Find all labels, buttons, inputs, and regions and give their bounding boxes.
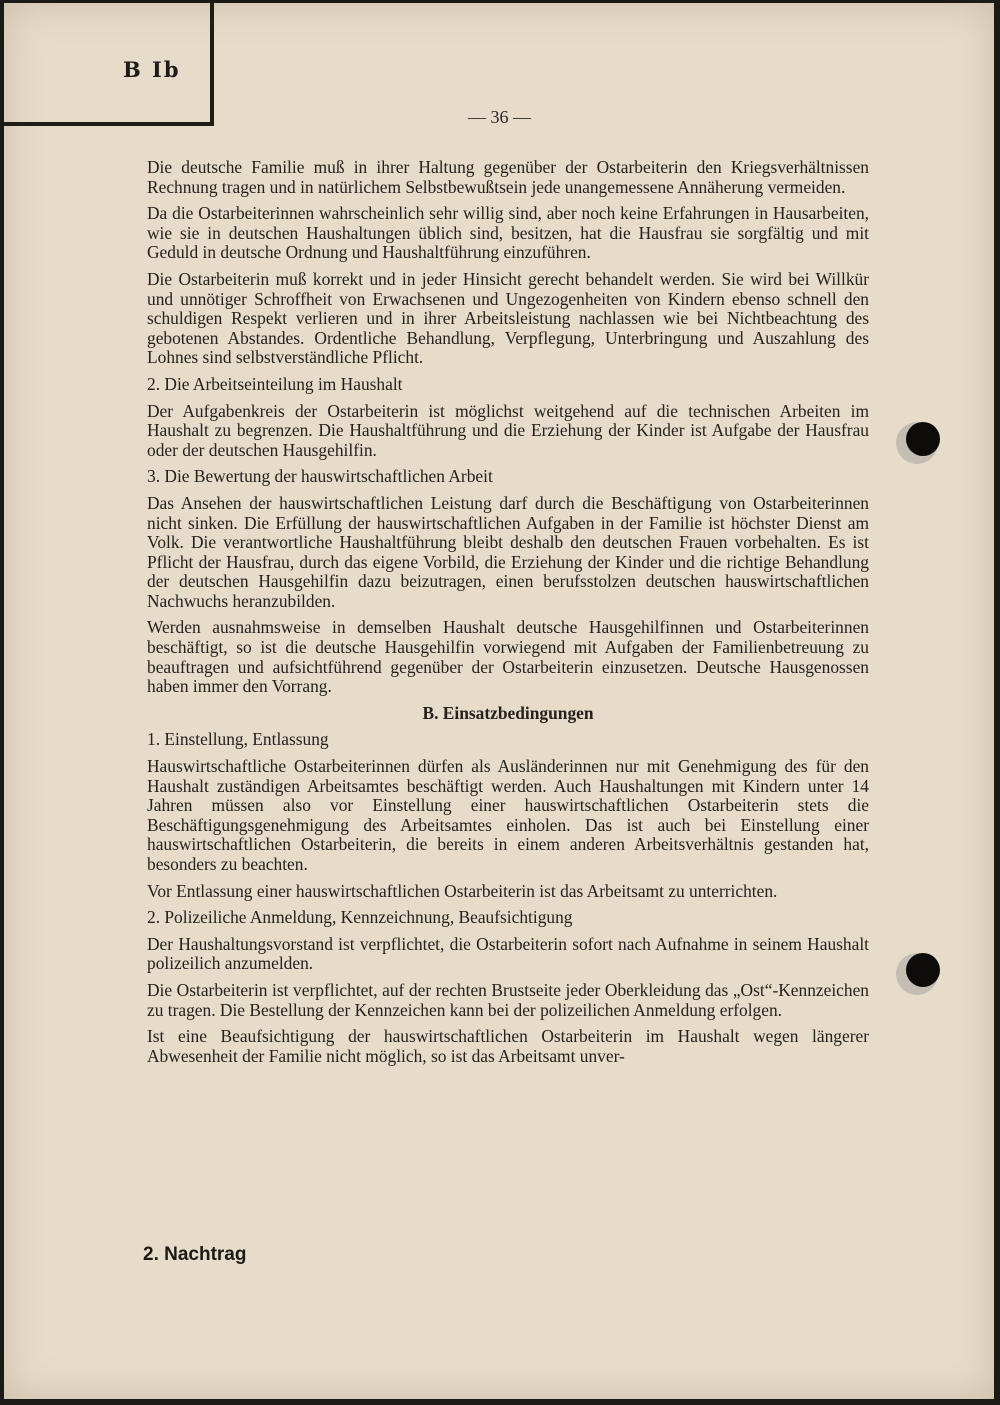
section-heading: B. Einsatzbedingungen	[422, 702, 594, 723]
paragraph: Die deutsche Familie muß in ihrer Haltung gegenüber der Ostarbeiterin den Kriegsverhältnissen Rechnung tragen und in natürlichem Selbstbewußtsein jede unangemessene Annäherung vermeiden.	[147, 157, 869, 197]
page-number: — 36 —	[468, 107, 531, 127]
subheading: 2. Polizeiliche Anmeldung, Kennzeichnung, Beaufsichtigung	[147, 907, 573, 928]
paragraph: Die Ostarbeiterin ist verpflichtet, auf der rechten Brustseite jeder Oberkleidung das „Ost“-Kennzeichen zu tragen. Die Bestellung der Kennzeichen kann bei der polizeilichen Anmeldung erfolgen.	[147, 979, 869, 1020]
paragraph: Der Haushaltungsvorstand ist verpflichtet, die Ostarbeiterin sofort nach Aufnahme in seinem Haushalt polizeilich anzumelden.	[147, 933, 869, 974]
subheading: 1. Einstellung, Entlassung	[147, 729, 329, 750]
paragraph: Die Ostarbeiterin muß korrekt und in jeder Hinsicht gerecht behandelt werden. Sie wird bei Willkür und unnötiger Schroffheit von Erwachsenen und Ungezogenheiten von Kindern ebenso schnell den schuldigen Respekt verlieren und in ihrer Arbeitsleistung nachlassen wie bei Nichtbeachtung des gebotenen Abstandes. Ordentliche Behandlung, Verpflegung, Unterbringung und Auszahlung des Lohnes sind selbstverständliche Pflicht.	[147, 268, 869, 368]
supplement-stamp: 2. Nachtrag	[143, 1244, 247, 1265]
paragraph: Vor Entlassung einer hauswirtschaftlichen Ostarbeiterin ist das Arbeitsamt zu unterrichten.	[147, 880, 778, 901]
paragraph: Ist eine Beaufsichtigung der hauswirtschaftlichen Ostarbeiterin im Haushalt wegen längerer Abwesenheit der Familie nicht möglich, so ist das Arbeitsamt unver-	[147, 1026, 869, 1066]
paragraph: Da die Ostarbeiterinnen wahrscheinlich sehr willig sind, aber noch keine Erfahrungen in Hausarbeiten, wie sie in deutschen Haushaltungen üblich sind, besitzen, hat die Hausfrau sie sorgfältig und mit Geduld in deutsche Ordnung und Haushaltführung einzuführen.	[147, 203, 869, 263]
subheading: 3. Die Bewertung der hauswirtschaftlichen Arbeit	[147, 466, 493, 487]
subheading: 2. Die Arbeitseinteilung im Haushalt	[147, 373, 403, 394]
punch-hole-icon	[906, 953, 940, 987]
paragraph: Der Aufgabenkreis der Ostarbeiterin ist möglichst weitgehend auf die technischen Arbeiten im Haushalt zu begrenzen. Die Haushaltführung und die Erziehung der Kinder ist Aufgabe der Hausfrau oder der deutschen Hausgehilfin.	[147, 400, 869, 460]
paragraph: Hauswirtschaftliche Ostarbeiterinnen dürfen als Ausländerinnen nur mit Genehmigung des für den Haushalt zuständigen Arbeitsamtes beschäftigt werden. Auch Haushaltungen mit Kindern unter 14 Jahren müssen also vor Einstellung einer hauswirtschaftlichen Ostarbeiterin stets die Beschäftigungsgenehmigung des Arbeitsamtes einholen. Das ist auch bei Einstellung einer hauswirtschaftlichen Ostarbeiterin, die bereits in einem anderen Arbeitsverhältnis gestanden hat, besonders zu beachten.	[147, 756, 869, 874]
paragraph: Werden ausnahmsweise in demselben Haushalt deutsche Hausgehilfinnen und Ostarbeiterinnen beschäftigt, so ist die deutsche Hausgehilfin vorwiegend mit Aufgaben der Familienbetreuung zu beauftragen und aufsichtführend gegenüber der Ostarbeiterin einzusetzen. Deutsche Hausgenossen haben immer den Vorrang.	[147, 617, 869, 697]
section-code-label: B Ib	[123, 57, 181, 82]
punch-hole-icon	[906, 422, 940, 456]
corner-frame	[4, 3, 214, 126]
paragraph: Das Ansehen der hauswirtschaftlichen Leistung darf durch die Beschäftigung von Ostarbeiterinnen nicht sinken. Die Erfüllung der hauswirtschaftlichen Aufgaben in der Familie ist höchster Dienst am Volk. Die verantwortliche Haushaltführung bleibt deshalb den deutschen Frauen vorbehalten. Es ist Pflicht der Hausfrau, durch das eigene Vorbild, die Erziehung der Kinder und die richtige Behandlung der deutschen Hausgehilfin dazu beizutragen, einen berufsstolzen deutschen hauswirtschaftlichen Nachwuchs heranzubilden.	[147, 492, 869, 611]
document-body	[147, 158, 869, 1073]
